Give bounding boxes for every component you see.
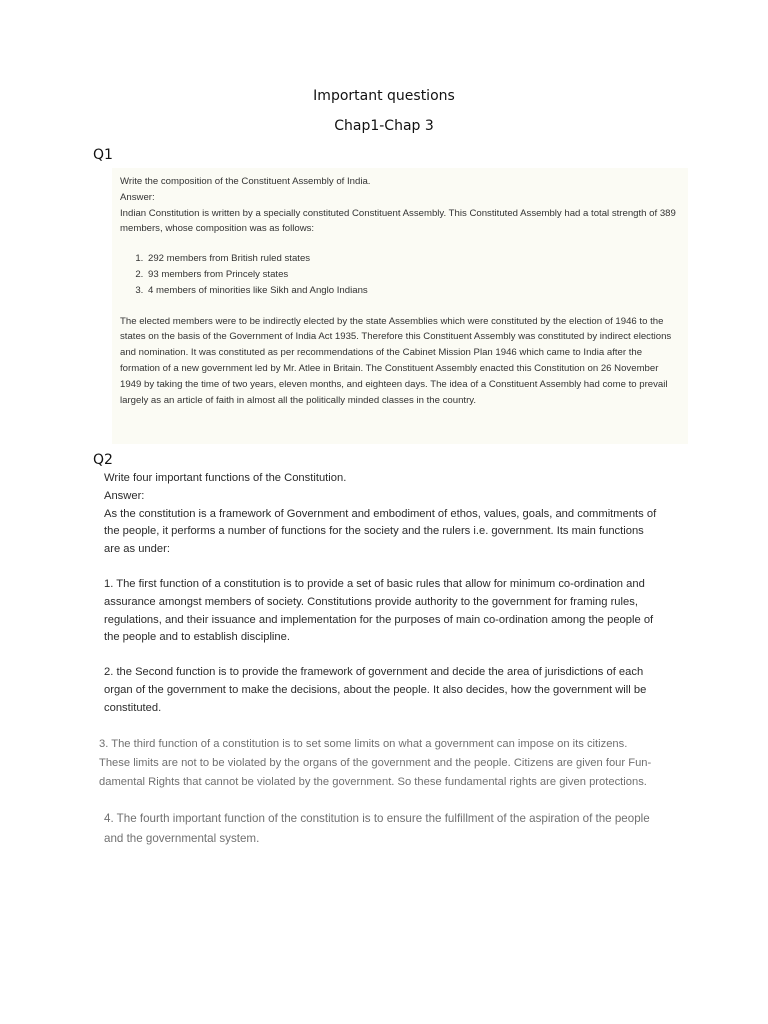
page-subtitle: Chap1-Chap 3 (334, 118, 434, 134)
q1-label: Q1 (93, 147, 113, 163)
q2-answer-label: Answer: (104, 489, 145, 502)
q1-body: The elected members were to be indirectly elected by the state Assemblies which were constituted by the election of 1946 to the states on the basis of the Government of India Act 1935. Therefore this Constituent Assembly was constituted by indirect elections and nomination. It was constituted as per recommendations of the Cabinet Mission Plan 1946 which came to India after the formation of a new government led by Mr. Atlee in Britain. The Constituent Assembly enacted this Constitution on 26 November 1949 by taking the time of two years, eleven months, and eighteen days. The idea of a Constituent Assembly had come to prevail largely as an article of faith in almost all the politically minded classes in the country. (120, 315, 672, 406)
page-title: Important questions (313, 88, 455, 104)
q2-intro: As the constitution is a framework of Government and embodiment of ethos, values, goals, and commitments of the people, it performs a number of functions for the society and the rulers i.e. government. Its main functions are as under: (104, 507, 657, 556)
q1-answer-block (112, 168, 688, 444)
q1-intro: Indian Constitution is written by a specially constituted Constituent Assembly. This Constituted Assembly had a total strength of 389 members, whose composition was as follows: (120, 207, 676, 235)
q2-label: Q2 (93, 452, 113, 468)
q2-point-1: 1. The first function of a constitution is to provide a set of basic rules that allow for minimum co-ordination and assurance amongst members of society. Constitutions provide authority to the government for framing rules, regulations, and their issuance and implementation for the purposes of main co-ordination among the people of the people and to establish discipline. (104, 577, 654, 644)
q2-answer-continued (99, 735, 659, 849)
q2-question: Write four important functions of the Constitution. (104, 472, 347, 484)
list-item: 1. 292 members from British ruled states (146, 251, 680, 267)
q2-point-3: 3. The third function of a constitution is to set some limits on what a government can impose on its citizens. These limits are not to be violated by the organs of the government and the people. Citizens are given four Fun-damental Rights that cannot be violated by the government. So these fundamental rights are given protections. (99, 738, 652, 789)
q2-point-2: 2. the Second function is to provide the framework of government and decide the area of jurisdictions of each organ of the government to make the decisions, about the people. It also decides, how the government will be constituted. (104, 666, 647, 714)
q1-question: Write the composition of the Constituent Assembly of India. (120, 176, 371, 187)
list-item: 2. 93 members from Princely states (146, 267, 680, 283)
q2-answer-block (104, 470, 660, 718)
list-item: 3. 4 members of minorities like Sikh and Anglo Indians (146, 283, 680, 299)
q1-answer-label: Answer: (120, 191, 155, 203)
q2-point-4: 4. The fourth important function of the constitution is to ensure the fulfillment of the aspiration of the people and the governmental system. (104, 811, 650, 845)
q1-composition-list (120, 251, 680, 298)
